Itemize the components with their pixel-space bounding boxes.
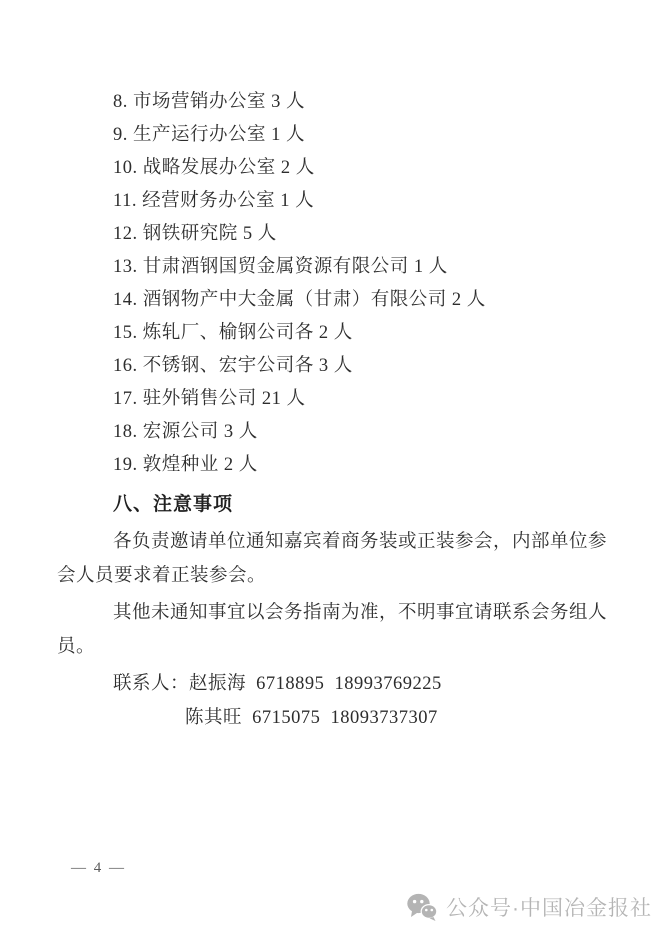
list-item: 14. 酒钢物产中大金属（甘肃）有限公司 2 人 (113, 290, 486, 310)
paragraph-line: 各负责邀请单位通知嘉宾着商务装或正装参会，内部单位参 (113, 532, 608, 552)
list-item: 9. 生产运行办公室 1 人 (113, 125, 306, 145)
page-number: — 4 — (71, 860, 126, 876)
paragraph-line: 其他未通知事宜以会务指南为准，不明事宜请联系会务组人 (113, 603, 608, 623)
list-item: 16. 不锈钢、宏宇公司各 3 人 (113, 356, 353, 376)
document-content (57, 86, 607, 735)
paragraph-line: 会人员要求着正装参会。 (57, 566, 267, 586)
paragraph-line: 员。 (57, 637, 96, 657)
list-item: 13. 甘肃酒钢国贸金属资源有限公司 1 人 (113, 257, 448, 277)
contact-line: 陈其旺 6715075 18093737307 (185, 708, 438, 728)
list-item: 17. 驻外销售公司 21 人 (113, 389, 306, 409)
contact-line: 联系人：赵振海 6718895 18993769225 (113, 674, 442, 694)
list-item: 15. 炼轧厂、榆钢公司各 2 人 (113, 323, 353, 343)
list-item: 12. 钢铁研究院 5 人 (113, 224, 277, 244)
watermark-text: 公众号·中国冶金报社 (446, 897, 652, 920)
watermark (407, 892, 652, 922)
list-item: 10. 战略发展办公室 2 人 (113, 158, 315, 178)
list-item: 19. 敦煌种业 2 人 (113, 455, 258, 475)
list-item: 11. 经营财务办公室 1 人 (113, 191, 315, 211)
list-item: 18. 宏源公司 3 人 (113, 422, 258, 442)
section-heading: 八、注意事项 (113, 494, 234, 515)
wechat-icon (407, 893, 437, 921)
list-item: 8. 市场营销办公室 3 人 (113, 92, 306, 112)
